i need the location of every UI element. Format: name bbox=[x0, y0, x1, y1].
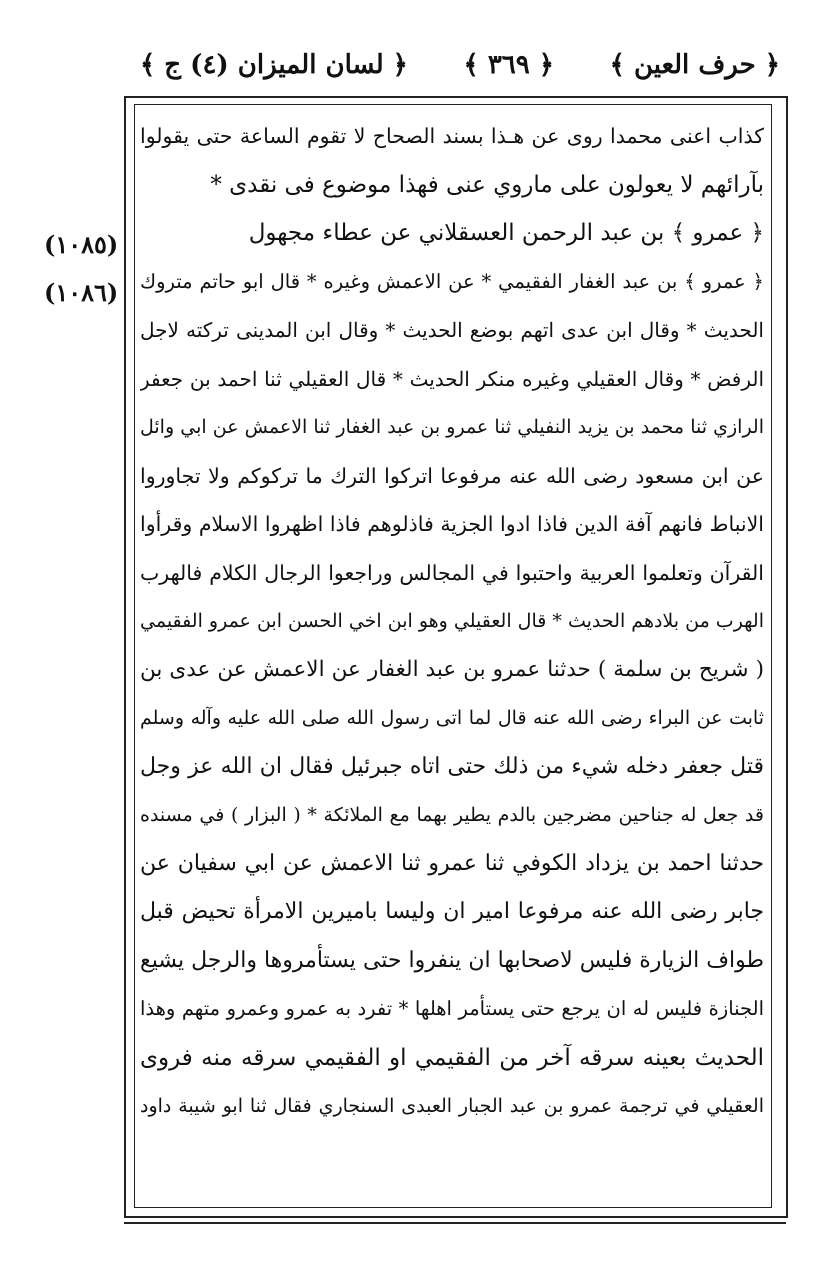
text-line: قد جعل له جناحين مضرجين بالدم يطير بهما مع الملائكة * ( البزار ) في مسنده bbox=[140, 804, 764, 826]
text-line: حدثنا احمد بن يزداد الكوفي ثنا عمرو ثنا الاعمش عن ابي سفيان عن bbox=[140, 850, 764, 876]
text-line: ( شريح بن سلمة ) حدثنا عمرو بن عبد الغفار عن الاعمش عن عدى بن bbox=[140, 656, 764, 682]
header-book-title: ﴿ لسان الميزان (٤) ج ﴾ bbox=[140, 50, 408, 80]
text-line: القرآن وتعلموا العربية واحتبوا في المجالس وراجعوا الرجال الكلام فالهرب bbox=[140, 560, 764, 585]
text-line: طواف الزيارة فليس لاصحابها ان ينفروا حتى يستأمروها والرجل يشيع bbox=[140, 947, 764, 973]
text-line: قتل جعفر دخله شيء من ذلك حتى اتاه جبرئيل فقال ان الله عز وجل bbox=[140, 753, 764, 779]
text-line: ثابت عن البراء رضى الله عنه قال لما اتى رسول الله صلى الله عليه وآله وسلم bbox=[140, 707, 764, 729]
text-line: الرازي ثنا محمد بن يزيد النفيلي ثنا عمرو بن عبد الغفار ثنا الاعمش عن ابي وائل bbox=[140, 416, 764, 438]
running-header bbox=[140, 40, 780, 90]
bottom-rule bbox=[124, 1222, 786, 1224]
header-page-number: ﴿ ٣٦٩ ﴾ bbox=[463, 50, 555, 80]
header-chapter: ﴿ حرف العين ﴾ bbox=[609, 50, 780, 80]
text-line: الجنازة فليس له ان يرجع حتى يستأمر اهلها * تفرد به عمرو وعمرو متهم وهذا bbox=[140, 997, 764, 1020]
text-line: الانباط فانهم آفة الدين فاذا ادوا الجزية فاذلوهم فاذا اظهروا الاسلام وقرأوا bbox=[140, 512, 764, 536]
text-line: العقيلي في ترجمة عمرو بن عبد الجبار العبدى السنجاري فقال ثنا ابو شيبة داود bbox=[140, 1095, 764, 1117]
text-line: جابر رضى الله عنه مرفوعا امير ان وليسا باميرين الامرأة تحيض قبل bbox=[140, 899, 764, 924]
text-line: كذاب اعنى محمدا روى عن هـذا بسند الصحاح لا تقوم الساعة حتى يقولوا bbox=[140, 124, 764, 148]
text-line: الهرب من بلادهم الحديث * قال العقيلي وهو ابن اخي الحسن ابن عمرو الفقيمي bbox=[140, 610, 764, 632]
margin-entry-number: (١٠٨٥) bbox=[44, 230, 119, 259]
text-line: بآرائهم لا يعولون على ماروي عنى فهذا موضوع فى نقدى * bbox=[210, 171, 764, 198]
text-line: ﴿ عمرو ﴾ بن عبد الرحمن العسقلاني عن عطاء مجهول bbox=[248, 220, 764, 246]
page-body bbox=[140, 112, 764, 1202]
text-line: الحديث بعينه سرقه آخر من الفقيمي او الفقيمي سرقه منه فروى bbox=[140, 1044, 764, 1071]
text-line: ﴿ عمرو ﴾ بن عبد الغفار الفقيمي * عن الاعمش وغيره * قال ابو حاتم متروك bbox=[140, 269, 764, 293]
text-line: الحديث * وقال ابن عدى اتهم بوضع الحديث * وقال ابن المدينى تركته لاجل bbox=[140, 318, 764, 342]
margin-entry-number: (١٠٨٦) bbox=[44, 278, 119, 307]
text-line: الرفض * وقال العقيلي وغيره منكر الحديث * قال العقيلي ثنا احمد بن جعفر bbox=[140, 366, 764, 391]
text-line: عن ابن مسعود رضى الله عنه مرفوعا اتركوا الترك ما تركوكم ولا تجاوروا bbox=[140, 463, 764, 488]
